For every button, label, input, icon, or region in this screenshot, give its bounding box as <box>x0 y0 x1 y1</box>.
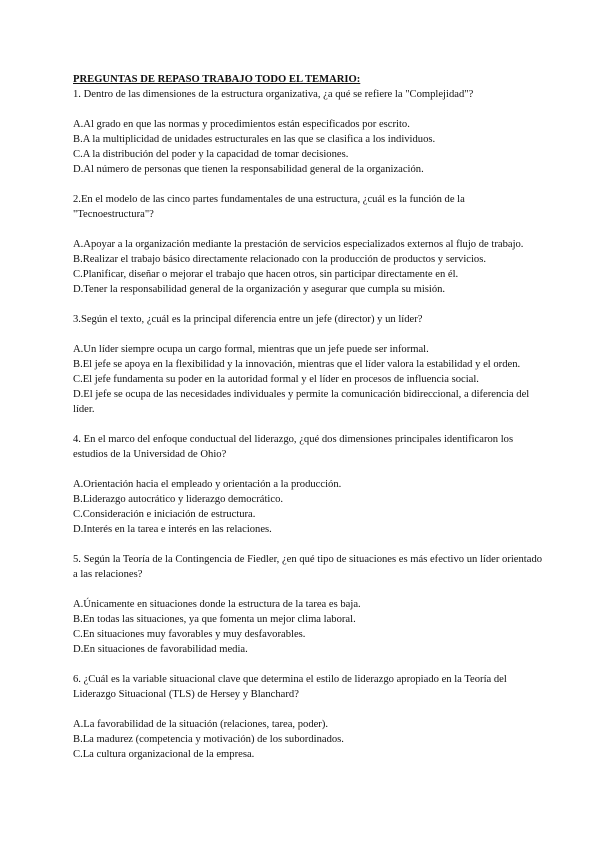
option-d: D.Al número de personas que tienen la responsabilidad general de la organización. <box>73 164 424 175</box>
option-b: B.En todas las situaciones, ya que fomenta un mejor clima laboral. <box>73 614 356 625</box>
option-c: C.Planificar, diseñar o mejorar el trabajo que hacen otros, sin participar directamente en él. <box>73 269 459 280</box>
option-d: D.Interés en la tarea e interés en las relaciones. <box>73 524 272 535</box>
spacer <box>73 177 544 192</box>
question-3 <box>73 312 544 417</box>
option-b: B.Liderazgo autocrático y liderazgo democrático. <box>73 494 284 505</box>
question-1 <box>73 87 544 177</box>
option-b: B.La madurez (competencia y motivación) de los subordinados. <box>73 734 344 745</box>
option-c: C.La cultura organizacional de la empresa. <box>73 749 255 760</box>
option-b: B.Realizar el trabajo básico directamente relacionado con la producción de productos y servicios. <box>73 254 486 265</box>
page-title: PREGUNTAS DE REPASO TRABAJO TODO EL TEMARIO: <box>73 74 361 85</box>
question-text: 6. ¿Cuál es la variable situacional clave que determina el estilo de liderazgo apropiado en la Teoría del Liderazgo Situacional (TLS) de Hersey y Blanchard? <box>73 674 507 700</box>
option-d: D.En situaciones de favorabilidad media. <box>73 644 248 655</box>
question-6 <box>73 672 544 762</box>
spacer <box>73 297 544 312</box>
option-d: D.Tener la responsabilidad general de la organización y asegurar que cumpla su misión. <box>73 284 446 295</box>
option-a: A.Un líder siempre ocupa un cargo formal, mientras que un jefe puede ser informal. <box>73 344 429 355</box>
spacer <box>73 537 544 552</box>
spacer <box>73 417 544 432</box>
question-text: 5. Según la Teoría de la Contingencia de Fiedler, ¿en qué tipo de situaciones es más efectivo un líder orientado a las relaciones? <box>73 554 543 580</box>
option-a: A.Orientación hacia el empleado y orientación a la producción. <box>73 479 342 490</box>
option-c: C.Consideración e iniciación de estructura. <box>73 509 256 520</box>
question-text: 1. Dentro de las dimensiones de la estructura organizativa, ¿a qué se refiere la "Complejidad"? <box>73 89 474 100</box>
option-d: D.El jefe se ocupa de las necesidades individuales y permite la comunicación bidireccional, a diferencia del líder. <box>73 389 530 415</box>
option-a: A.Únicamente en situaciones donde la estructura de la tarea es baja. <box>73 599 361 610</box>
option-a: A.Apoyar a la organización mediante la prestación de servicios especializados externos al flujo de trabajo. <box>73 239 524 250</box>
question-2 <box>73 192 544 297</box>
spacer <box>73 657 544 672</box>
question-text: 2.En el modelo de las cinco partes fundamentales de una estructura, ¿cuál es la función de la "Tecnoestructura"? <box>73 194 465 220</box>
option-a: A.Al grado en que las normas y procedimientos están especificados por escrito. <box>73 119 410 130</box>
option-a: A.La favorabilidad de la situación (relaciones, tarea, poder). <box>73 719 329 730</box>
question-text: 3.Según el texto, ¿cuál es la principal diferencia entre un jefe (director) y un líder? <box>73 314 423 325</box>
option-b: B.El jefe se apoya en la flexibilidad y la innovación, mientras que el líder valora la estabilidad y el orden. <box>73 359 521 370</box>
option-c: C.A la distribución del poder y la capacidad de tomar decisiones. <box>73 149 349 160</box>
option-c: C.En situaciones muy favorables y muy desfavorables. <box>73 629 306 640</box>
option-c: C.El jefe fundamenta su poder en la autoridad formal y el líder en procesos de influencia social. <box>73 374 479 385</box>
question-4 <box>73 432 544 537</box>
question-text: 4. En el marco del enfoque conductual del liderazgo, ¿qué dos dimensiones principales identificaron los estudios de la Universidad de Ohio? <box>73 434 514 460</box>
question-5 <box>73 552 544 657</box>
option-b: B.A la multiplicidad de unidades estructurales en las que se clasifica a los individuos. <box>73 134 436 145</box>
